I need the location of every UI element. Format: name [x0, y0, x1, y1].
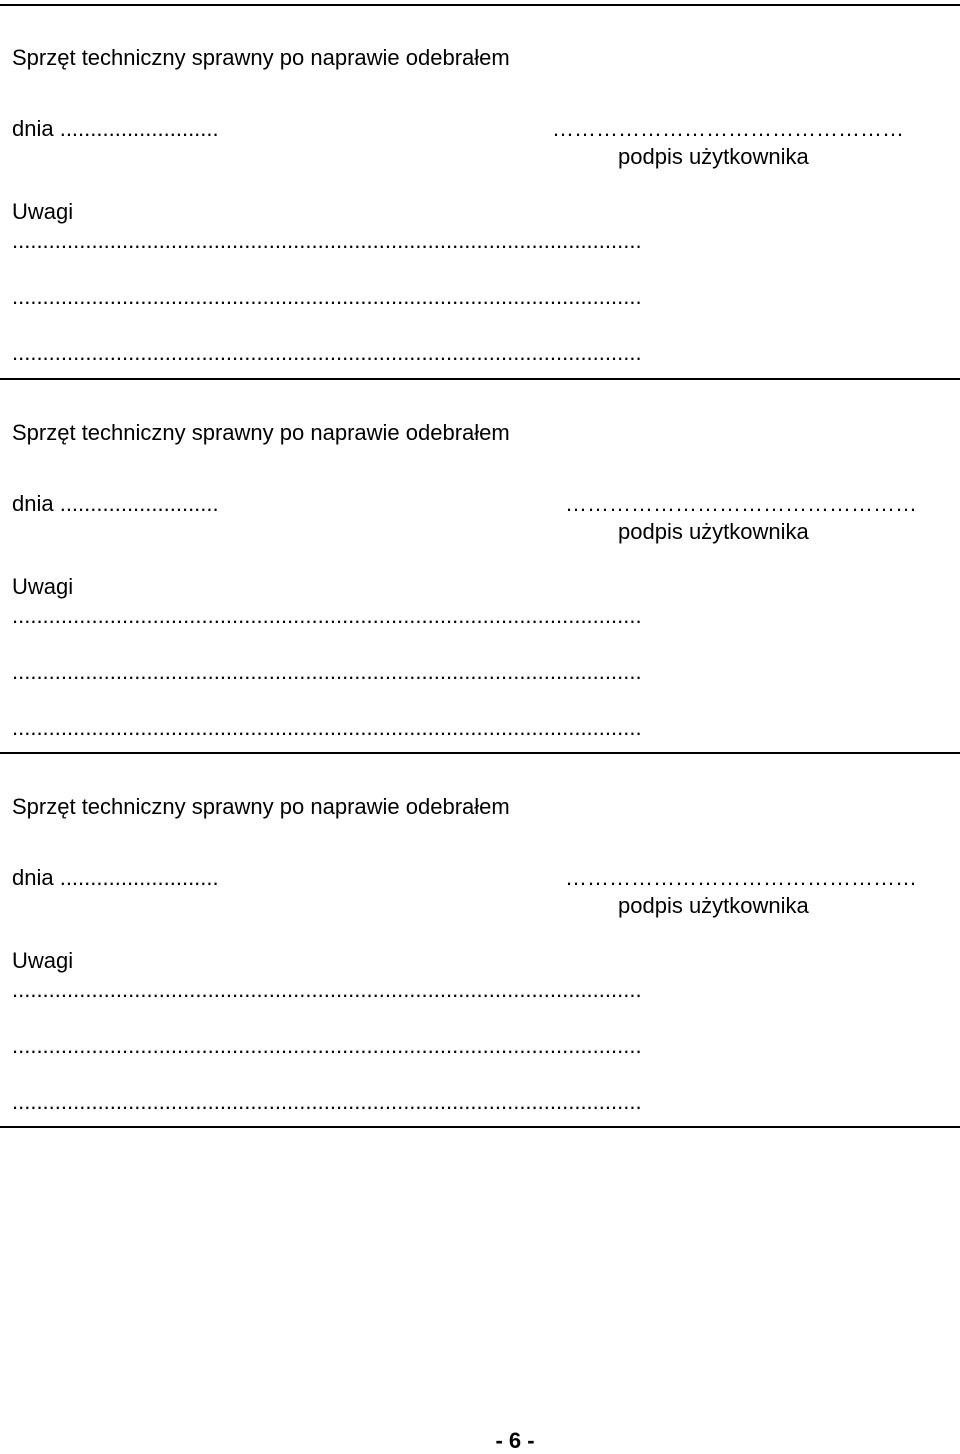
remarks-line-1: .......................................................................................................: [12, 228, 642, 253]
signature-line: …………………………………………: [552, 116, 904, 141]
signature-label: podpis użytkownika: [618, 519, 809, 544]
remarks-label: Uwagi: [12, 199, 74, 224]
signature-line: …………………………………………: [565, 865, 917, 890]
date-field: dnia ..........................: [12, 491, 219, 516]
receipt-title: Sprzęt techniczny sprawny po naprawie odebrałem: [12, 794, 510, 819]
receipt-section-3: [0, 749, 960, 1124]
receipt-section-1: [0, 0, 960, 375]
remarks-line-2: .......................................................................................................: [12, 284, 642, 309]
receipt-title: Sprzęt techniczny sprawny po naprawie odebrałem: [12, 45, 510, 70]
signature-label: podpis użytkownika: [618, 893, 809, 918]
receipt-title: Sprzęt techniczny sprawny po naprawie odebrałem: [12, 420, 510, 445]
remarks-line-3: .......................................................................................................: [12, 715, 642, 740]
remarks-line-1: .......................................................................................................: [12, 603, 642, 628]
signature-label: podpis użytkownika: [618, 144, 809, 169]
signature-line: …………………………………………: [565, 491, 917, 516]
receipt-section-2: [0, 375, 960, 750]
remarks-line-2: .......................................................................................................: [12, 659, 642, 684]
remarks-line-3: .......................................................................................................: [12, 340, 642, 365]
date-field: dnia ..........................: [12, 116, 219, 141]
page-number: - 6 -: [495, 1428, 535, 1453]
remarks-label: Uwagi: [12, 574, 74, 599]
remarks-line-3: .......................................................................................................: [12, 1089, 642, 1114]
date-field: dnia ..........................: [12, 865, 219, 890]
section-divider-3: [0, 1126, 960, 1128]
remarks-label: Uwagi: [12, 948, 74, 973]
remarks-line-1: .......................................................................................................: [12, 977, 642, 1002]
remarks-line-2: .......................................................................................................: [12, 1033, 642, 1058]
